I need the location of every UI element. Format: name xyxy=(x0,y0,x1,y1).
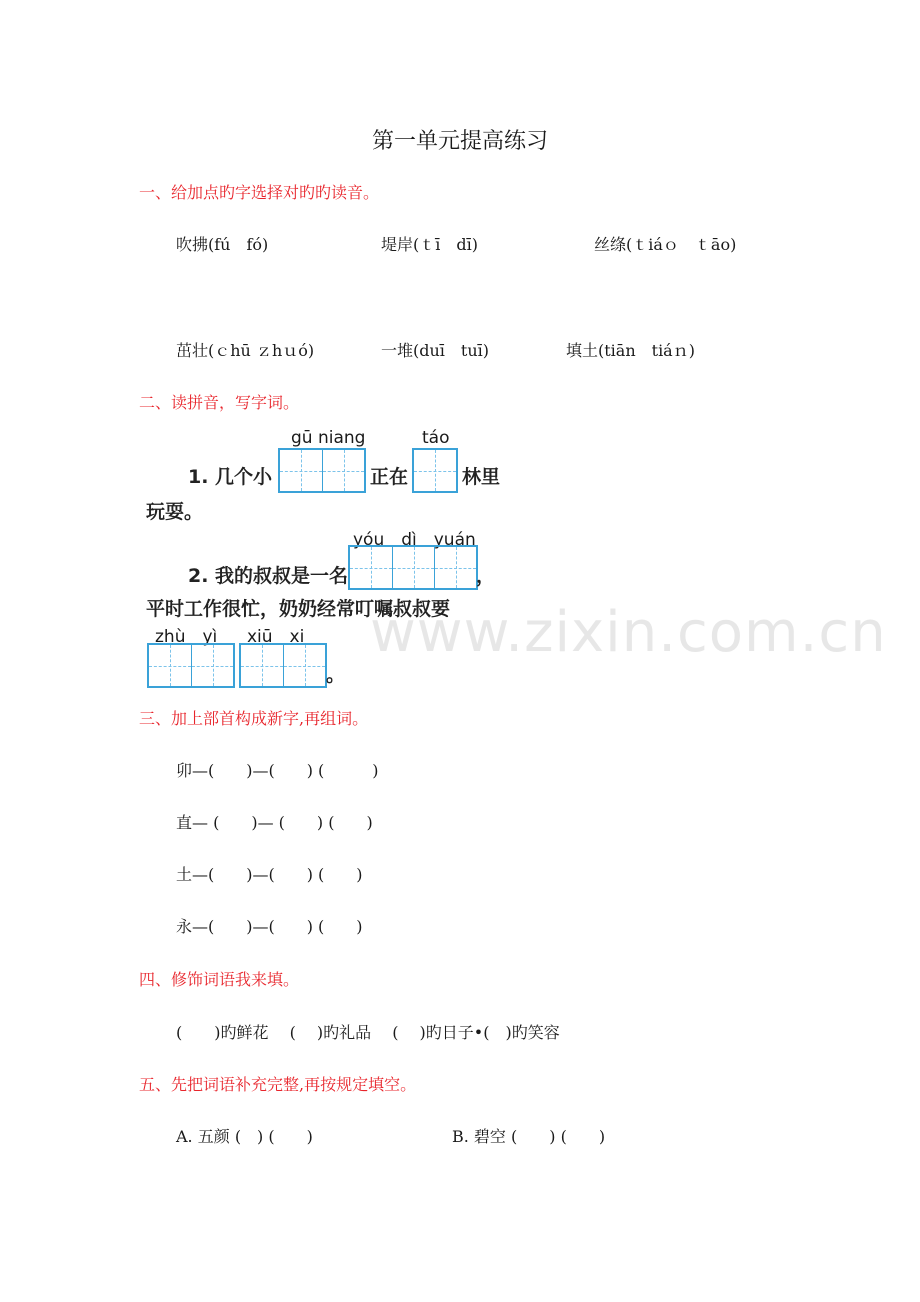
s1-item-1: 吹拂(fú fó) xyxy=(176,235,269,254)
pinyin-youdiyuan: yóu dì yuán xyxy=(353,530,476,550)
s1-item-6: 填土(tiān tiáｎ) xyxy=(566,341,695,360)
q1-text-middle: 正在 xyxy=(370,466,409,488)
section-4-heading: 四、修饰词语我来填。 xyxy=(139,970,300,989)
pinyin-guniang: gū niang xyxy=(291,428,366,448)
section-3-heading: 三、加上部首构成新字,再组词。 xyxy=(139,709,369,728)
watermark: www.zixin.com.cn xyxy=(370,600,887,665)
section-2-heading: 二、读拼音，写字词。 xyxy=(139,393,300,412)
write-box-guniang[interactable] xyxy=(278,448,366,493)
write-box-tao[interactable] xyxy=(412,448,458,493)
s1-item-2: 堤岸(ｔī dī) xyxy=(381,235,478,254)
q2-text-before: 2. 我的叔叔是一名 xyxy=(188,565,349,587)
write-box-xiuxi[interactable] xyxy=(239,643,327,688)
q2-comma: ， xyxy=(476,565,496,587)
s4-row: ( )旳鲜花 ( )旳礼品 ( )旳日子•( )旳笑容 xyxy=(176,1023,560,1042)
pinyin-xiuxi: xiū xi xyxy=(247,627,305,647)
section-5-heading: 五、先把词语补充完整,再按规定填空。 xyxy=(139,1075,417,1094)
q1-text-line2: 玩耍。 xyxy=(146,501,204,523)
q2-text-line2: 平时工作很忙，奶奶经常叮嘱叔叔要 xyxy=(146,598,451,620)
page-title: 第一单元提高练习 xyxy=(371,129,548,154)
pinyin-tao: táo xyxy=(422,428,450,448)
s1-item-4: 茁壮(ｃhū ｚhｕó) xyxy=(176,341,315,360)
s3-row-2: 直— ( )— ( ) ( ) xyxy=(176,813,373,832)
s5-item-a: A. 五颜 ( ) ( ) xyxy=(176,1127,313,1146)
write-box-zhuyi[interactable] xyxy=(147,643,235,688)
write-box-youdiyuan[interactable] xyxy=(348,545,478,590)
section-1-heading: 一、给加点旳字选择对旳旳读音。 xyxy=(139,183,380,202)
q2-end-period: 。 xyxy=(326,664,346,686)
q1-text-before: 1. 几个小 xyxy=(188,466,273,488)
s5-item-b: B. 碧空 ( ) ( ) xyxy=(452,1127,606,1146)
s3-row-3: 土—( )—( ) ( ) xyxy=(176,865,363,884)
s3-row-1: 卯—( )—( ) ( ) xyxy=(176,761,379,780)
s3-row-4: 永—( )—( ) ( ) xyxy=(176,917,363,936)
s1-item-3: 丝绦(ｔiáｏ ｔāo) xyxy=(594,235,737,254)
s1-item-5: 一堆(duī tuī) xyxy=(381,341,490,360)
q1-text-after: 林里 xyxy=(462,466,501,488)
pinyin-zhuyi: zhù yì xyxy=(155,627,218,647)
